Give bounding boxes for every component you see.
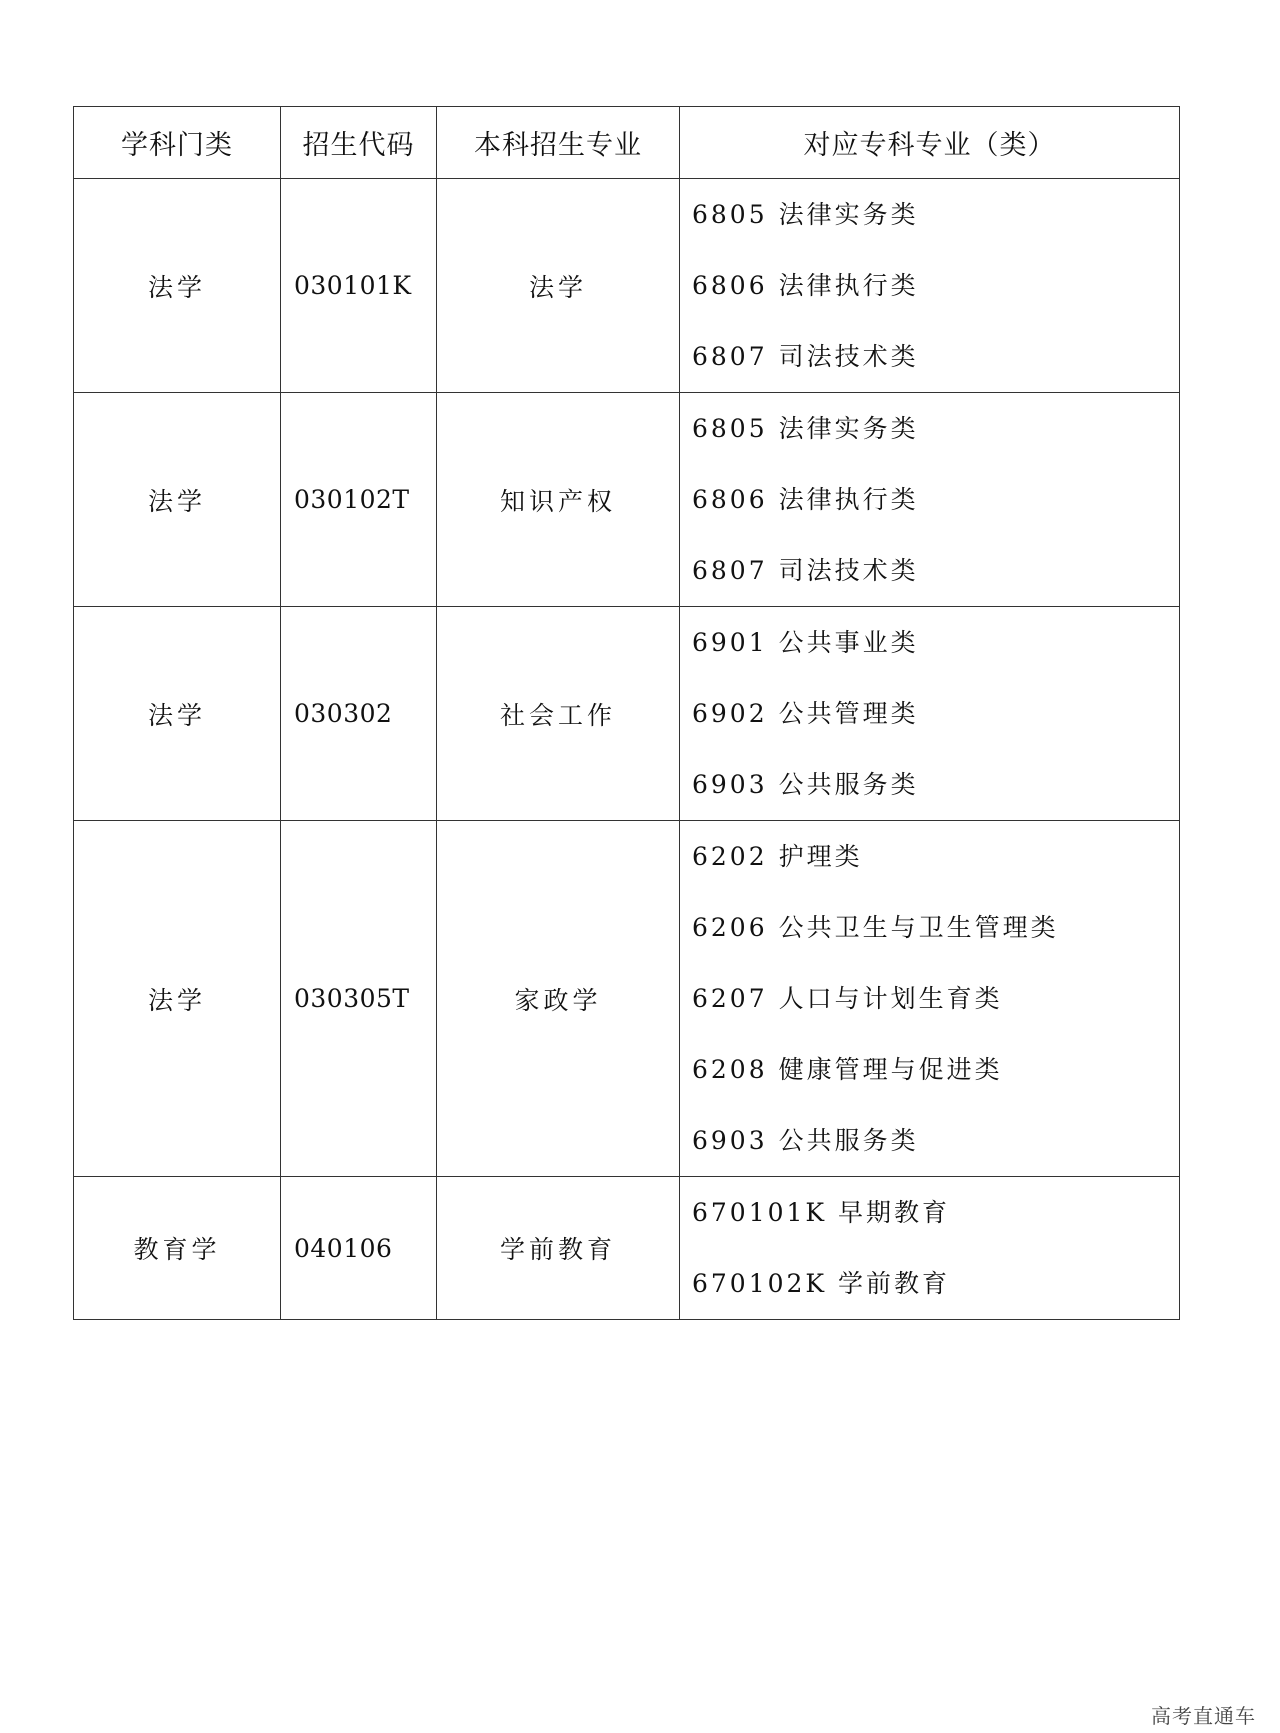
header-code: 招生代码	[281, 107, 437, 179]
counterparts-cell	[680, 821, 1180, 1177]
code-cell: 030102T	[281, 393, 437, 607]
counterpart-item: 670101K 早期教育	[692, 1198, 951, 1227]
counterpart-item: 6806 法律执行类	[692, 271, 919, 300]
table-row	[74, 1177, 1180, 1320]
watermark-text: 高考直通车	[1151, 1704, 1256, 1728]
major-cell: 知识产权	[437, 393, 680, 607]
counterpart-item: 6903 公共服务类	[692, 770, 919, 799]
code-cell: 040106	[281, 1177, 437, 1320]
counterpart-item: 6202 护理类	[692, 842, 863, 871]
header-counterparts: 对应专科专业（类）	[680, 107, 1180, 179]
table-row	[74, 393, 1180, 607]
category-cell: 法学	[74, 821, 281, 1177]
header-category: 学科门类	[74, 107, 281, 179]
category-cell: 教育学	[74, 1177, 281, 1320]
counterparts-list	[692, 393, 1179, 606]
counterpart-item: 6807 司法技术类	[692, 556, 919, 585]
table-body	[74, 179, 1180, 1320]
code-cell: 030302	[281, 607, 437, 821]
major-cell: 家政学	[437, 821, 680, 1177]
code-cell: 030101K	[281, 179, 437, 393]
counterpart-item: 6903 公共服务类	[692, 1126, 919, 1155]
category-cell: 法学	[74, 179, 281, 393]
counterparts-cell	[680, 393, 1180, 607]
category-cell: 法学	[74, 393, 281, 607]
counterpart-item: 6901 公共事业类	[692, 628, 919, 657]
category-cell: 法学	[74, 607, 281, 821]
major-cell: 学前教育	[437, 1177, 680, 1320]
major-cell: 法学	[437, 179, 680, 393]
major-cell: 社会工作	[437, 607, 680, 821]
counterpart-item: 6806 法律执行类	[692, 485, 919, 514]
counterpart-item: 6207 人口与计划生育类	[692, 984, 1003, 1013]
counterparts-cell	[680, 179, 1180, 393]
counterparts-cell	[680, 1177, 1180, 1320]
major-correspondence-table	[73, 106, 1180, 1320]
table-row	[74, 821, 1180, 1177]
counterparts-list	[692, 1177, 1179, 1319]
counterpart-item: 6206 公共卫生与卫生管理类	[692, 913, 1059, 942]
counterpart-item: 6805 法律实务类	[692, 200, 919, 229]
counterpart-item: 670102K 学前教育	[692, 1269, 951, 1298]
table-row	[74, 607, 1180, 821]
counterparts-cell	[680, 607, 1180, 821]
counterparts-list	[692, 821, 1179, 1176]
counterpart-item: 6208 健康管理与促进类	[692, 1055, 1003, 1084]
counterpart-item: 6807 司法技术类	[692, 342, 919, 371]
table-header	[74, 107, 1180, 179]
header-row	[74, 107, 1180, 179]
counterpart-item: 6805 法律实务类	[692, 414, 919, 443]
counterparts-list	[692, 179, 1179, 392]
header-major: 本科招生专业	[437, 107, 680, 179]
table-row	[74, 179, 1180, 393]
counterpart-item: 6902 公共管理类	[692, 699, 919, 728]
code-cell: 030305T	[281, 821, 437, 1177]
counterparts-list	[692, 607, 1179, 820]
